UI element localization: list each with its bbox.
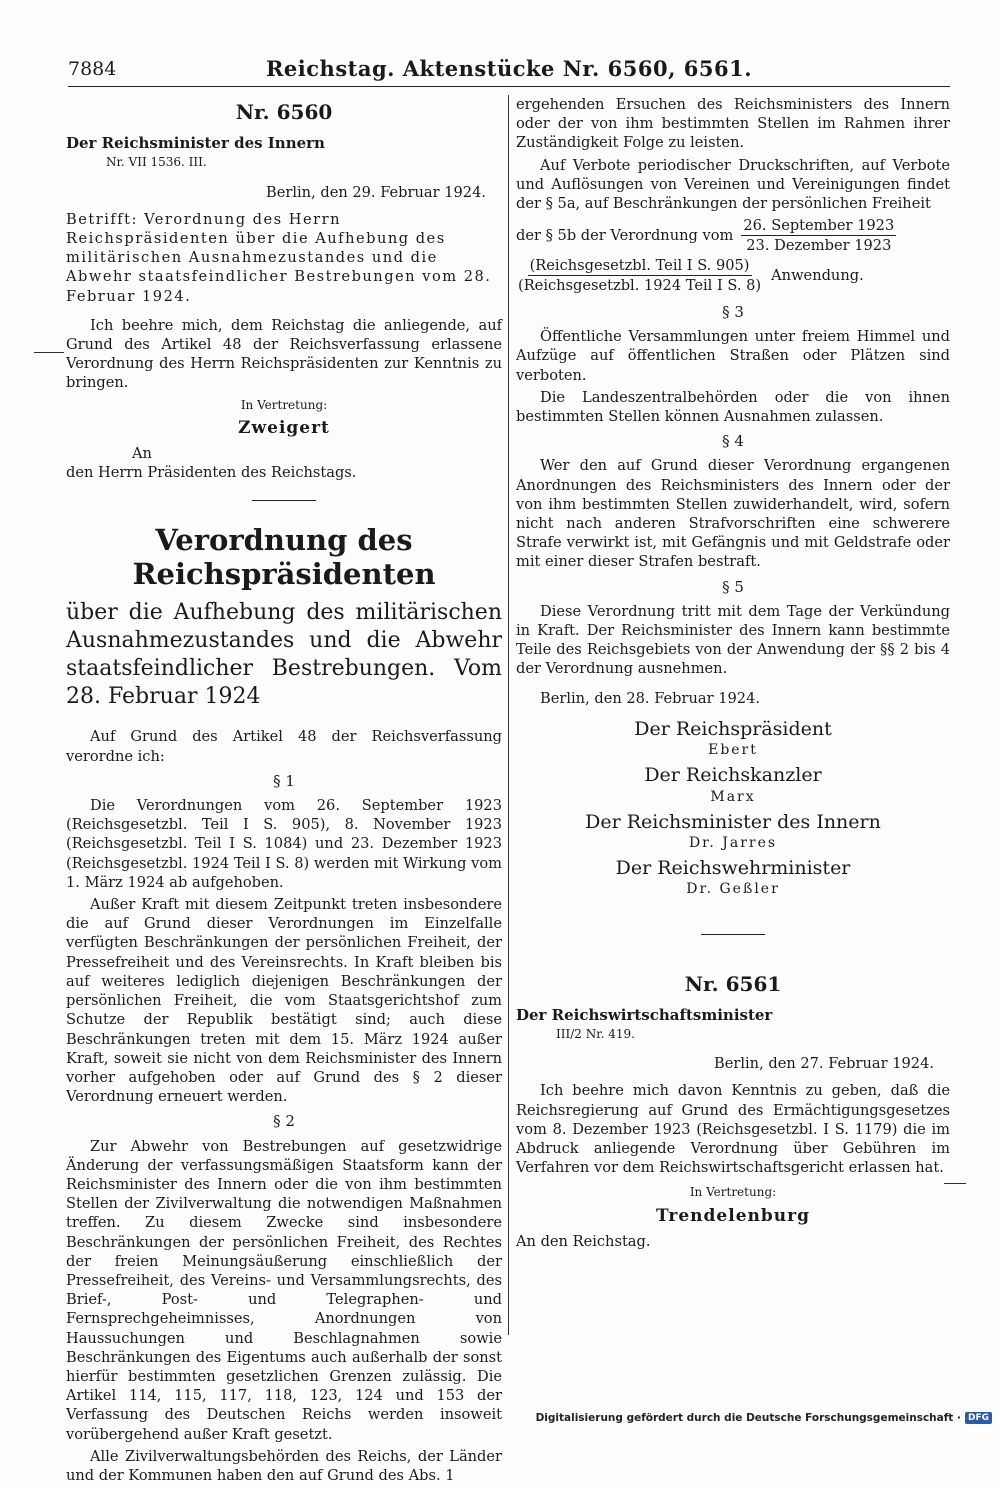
section-rule	[701, 934, 765, 935]
doc-6560-number: Nr. 6560	[235, 100, 333, 124]
doc-6560-signer: Zweigert	[238, 417, 330, 438]
running-title: Reichstag. Aktenstücke Nr. 6560, 6561.	[265, 56, 753, 81]
reference-fraction	[516, 256, 763, 295]
doc-6561-number: Nr. 6561	[684, 971, 782, 996]
reference-fraction-line	[516, 256, 950, 295]
section-2-paragraph-3-start: Auf Verbote periodischer Druckschriften, auf Verbote und Auflösungen von Vereinen und Vereinigungen findet der § 5a, auf Beschränkungen der persönlichen Freiheit	[516, 156, 950, 213]
doc-6560-sender: Der Reichsminister des Innern	[66, 134, 325, 153]
doc-6560-reference: Nr. VII 1536. III.	[106, 155, 207, 170]
doc-6560-date: Berlin, den 29. Februar 1924.	[266, 183, 486, 201]
dfg-logo-icon: DFG	[965, 1412, 992, 1424]
footer-text: Digitalisierung gefördert durch die Deutsche Forschungsgemeinschaft ·	[535, 1412, 961, 1424]
doc-6560-in-vertretung: In Vertretung:	[240, 397, 328, 412]
margin-mark	[944, 1183, 966, 1184]
signature-role: Der Reichskanzler	[644, 764, 822, 787]
ordinance-signatures	[516, 717, 950, 900]
reference-top: (Reichsgesetzbl. Teil I S. 905)	[528, 256, 752, 276]
doc-6561-in-vertretung: In Vertretung:	[689, 1185, 777, 1200]
section-1-paragraph-1: Die Verordnungen vom 26. September 1923 (Reichsgesetzbl. Teil I S. 905), 8. November 1923 (Reichsgesetzbl. Teil I S. 1084) und 23. Dezember 1923 (Reichsgesetzbl. 1924 Teil I S. 8) werden mit Wirkung vom 1. März 1924 ab aufgehoben.	[66, 797, 502, 891]
date-fraction	[741, 216, 896, 255]
page-number: 7884	[68, 58, 117, 80]
section-3-heading: § 3	[722, 303, 744, 322]
page-header	[68, 56, 950, 87]
doc-6561-reference: III/2 Nr. 419.	[556, 1026, 635, 1041]
signature-role: Der Reichswehrminister	[615, 857, 851, 880]
section-1-heading: § 1	[273, 771, 295, 790]
doc-6561-sender: Der Reichswirtschaftsminister	[516, 1005, 773, 1024]
section-2-paragraph-3-mid: der § 5b der Verordnung vom	[516, 227, 734, 245]
ordinance-date: Berlin, den 28. Februar 1924.	[540, 689, 760, 707]
right-column	[516, 95, 950, 1251]
doc-6561-date: Berlin, den 27. Februar 1924.	[714, 1055, 934, 1073]
signature-name: Ebert	[708, 742, 758, 759]
reference-bottom: (Reichsgesetzbl. 1924 Teil I S. 8)	[518, 276, 762, 294]
ordinance-title: Verordnung des Reichspräsidenten	[132, 523, 436, 592]
section-2-paragraph-3-fraction-line	[516, 216, 950, 255]
section-5-heading: § 5	[722, 577, 744, 596]
left-column	[66, 95, 502, 1488]
section-2-paragraph-2-continued: ergehenden Ersuchen des Reichsministers des Innern oder der von ihm bestimmten Stellen im Rahmen ihrer Zuständigkeit Folge zu leisten.	[516, 96, 950, 152]
doc-6561-signer: Trendelenburg	[656, 1205, 810, 1226]
section-5-paragraph-1: Diese Verordnung tritt mit dem Tage der Verkündung in Kraft. Der Reichsminister des Innern kann bestimmte Teile des Reichsgebiets von der Anwendung der §§ 2 bis 4 der Verordnung ausnehmen.	[516, 602, 950, 678]
digitization-footer	[536, 1412, 992, 1424]
ordinance-subtitle: über die Aufhebung des militärischen Ausnahmezustandes und die Abwehr staatsfeindlicher Bestrebungen. Vom 28. Februar 1924	[66, 600, 502, 710]
column-divider	[508, 95, 509, 1335]
doc-6561-addressee: An den Reichstag.	[516, 1232, 651, 1250]
section-rule	[252, 500, 316, 501]
section-1-paragraph-2: Außer Kraft mit diesem Zeitpunkt treten insbesondere die auf Grund dieser Verordnungen im Einzelfalle verfügten Beschränkungen der persönlichen Freiheit, der Pressefreiheit und des Vereinsrechts. In Kraft bleiben bis auf weiteres lediglich diejenigen Beschränkungen der persönlichen Freiheit, die vom Staatsgerichtshof zum Schutze der Republik bestätigt sind; auch diese Beschränkungen treten mit dem 15. März 1924 außer Kraft, soweit sie nicht von dem Reichsminister des Innern vorher aufgehoben oder auf Grund des § 2 dieser Verordnung erneuert werden.	[66, 896, 502, 1106]
ordinance-preamble: Auf Grund des Artikel 48 der Reichsverfassung verordne ich:	[66, 728, 502, 765]
fraction-bottom: 23. Dezember 1923	[746, 237, 892, 255]
section-3-paragraph-1: Öffentliche Versammlungen unter freiem Himmel und Aufzüge auf öffentlichen Straßen oder Plätzen sind verboten.	[516, 328, 950, 384]
section-2-heading: § 2	[273, 1112, 295, 1131]
signature-role: Der Reichspräsident	[634, 717, 832, 740]
doc-6560-subject: Betrifft: Verordnung des Herrn Reichspräsidenten über die Aufhebung des militärischen Ausnahmezustandes und die Abwehr staatsfeindlicher Bestrebungen vom 28. Februar 1924.	[66, 210, 492, 305]
fraction-top: 26. September 1923	[741, 216, 896, 236]
signature-name: Marx	[710, 788, 756, 805]
signature-name: Dr. Geßler	[686, 881, 780, 898]
doc-6560-addressee-line1: An	[132, 445, 152, 463]
section-4-paragraph-1: Wer den auf Grund dieser Verordnung ergangenen Anordnungen des Reichsministers des Innern oder der von ihm bestimmten Stellen zuwiderhandelt, wird, sofern nicht nach anderen Strafvorschriften eine schwerere Strafe verwirkt ist, mit Gefängnis und mit Geldstrafe oder mit einer dieser Strafen bestraft.	[516, 457, 950, 571]
doc-6561-body: Ich beehre mich davon Kenntnis zu geben, daß die Reichsregierung auf Grund des Ermächtigungsgesetzes vom 8. Dezember 1923 (Reichsgesetzbl. I S. 1179) die im Abdruck anliegende Verordnung über Gebühren im Verfahren vor dem Reichswirtschaftsgericht erlassen hat.	[516, 1082, 950, 1177]
margin-mark	[34, 352, 64, 353]
section-2-paragraph-1: Zur Abwehr von Bestrebungen auf gesetzwidrige Änderung der verfassungsmäßigen Staatsform kann der Reichsminister des Innern oder die von ihm bestimmten Stellen der Zivilverwaltung die notwendigen Maßnahmen treffen. Zu diesem Zwecke sind insbesondere Beschränkungen der persönlichen Freiheit, des Rechtes der freien Meinungsäußerung einschließlich der Pressefreiheit, des Vereins- und Versammlungsrechts, des Brief-, Post- und Telegraphen- und Fernsprechgeheimnisses, Anordnungen von Haussuchungen und Beschlagnahmen sowie Beschränkungen des Eigentums auch außerhalb der sonst hierfür bestimmten gesetzlichen Grenzen zulässig. Die Artikel 114, 115, 117, 118, 123, 124 und 153 der Verfassung des Deutschen Reichs werden insoweit vorübergehend außer Kraft gesetzt.	[66, 1137, 502, 1443]
section-2-paragraph-3-end: Anwendung.	[771, 266, 864, 284]
doc-6560-addressee-line2: den Herrn Präsidenten des Reichstags.	[66, 464, 357, 482]
section-2-paragraph-2-start: Alle Zivilverwaltungsbehörden des Reichs, der Länder und der Kommunen haben den auf Grund des Abs. 1	[66, 1447, 502, 1484]
section-3-paragraph-2: Die Landeszentralbehörden oder die von ihnen bestimmten Stellen können Ausnahmen zulassen.	[516, 388, 950, 426]
section-4-heading: § 4	[722, 432, 744, 451]
signature-role: Der Reichsminister des Innern	[585, 810, 881, 833]
signature-name: Dr. Jarres	[688, 834, 778, 851]
doc-6560-body: Ich beehre mich, dem Reichstag die anliegende, auf Grund des Artikel 48 der Reichsverfassung erlassene Verordnung des Herrn Reichspräsidenten zur Kenntnis zu bringen.	[66, 316, 502, 392]
